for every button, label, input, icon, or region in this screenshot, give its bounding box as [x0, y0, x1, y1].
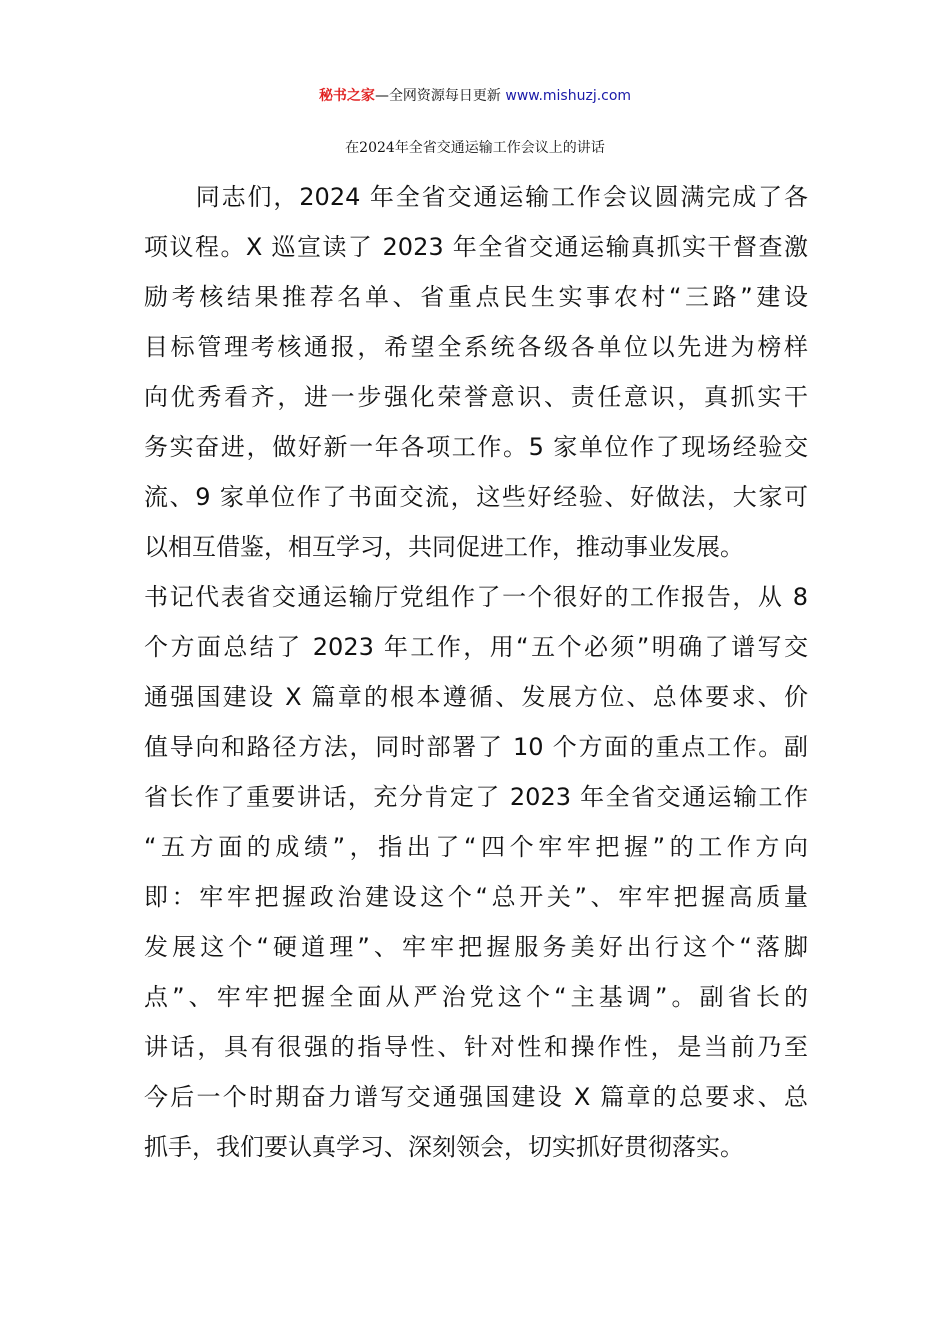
- title-year: 2024: [359, 140, 395, 156]
- body-line: 书记代表省交通运输厅党组作了一个很好的工作报告，从 8: [144, 583, 808, 611]
- site-tagline: —全网资源每日更新: [374, 88, 506, 104]
- body-line: 务实奋进，做好新一年各项工作。5 家单位作了现场经验交: [144, 433, 808, 461]
- body-line: 以相互借鉴，相互学习，共同促进工作，推动事业发展。: [144, 533, 744, 561]
- body-line: 值导向和路径方法，同时部署了 10 个方面的重点工作。副: [144, 733, 808, 761]
- body-line: “五方面的成绩”，指出了“四个牢牢把握”的工作方向: [144, 833, 808, 861]
- site-header: [0, 80, 950, 112]
- brand-name: 秘书之家: [318, 88, 375, 104]
- title-suffix: 年全省交通运输工作会议上的讲话: [394, 140, 605, 156]
- speech-body: [144, 172, 808, 1172]
- body-line: 点”、牢牢把握全面从严治党这个“主基调”。副省长的: [144, 983, 808, 1011]
- site-url-link[interactable]: www.mishuzj.com: [505, 88, 632, 104]
- body-line: 向优秀看齐，进一步强化荣誉意识、责任意识，真抓实干: [144, 383, 808, 411]
- body-line: 抓手，我们要认真学习、深刻领会，切实抓好贯彻落实。: [144, 1133, 744, 1161]
- body-line: 讲话，具有很强的指导性、针对性和操作性，是当前乃至: [144, 1033, 808, 1061]
- body-line: 发展这个“硬道理”、牢牢把握服务美好出行这个“落脚: [144, 933, 808, 961]
- title-prefix: 在: [345, 140, 360, 156]
- body-line: 项议程。X 巡宣读了 2023 年全省交通运输真抓实干督查激: [144, 233, 808, 261]
- body-line: 省长作了重要讲话，充分肯定了 2023 年全省交通运输工作: [144, 783, 808, 811]
- body-line: 个方面总结了 2023 年工作，用“五个必须”明确了谱写交: [144, 633, 808, 661]
- document-title: [0, 126, 950, 170]
- body-line: 通强国建设 X 篇章的根本遵循、发展方位、总体要求、价: [144, 683, 808, 711]
- body-line: 目标管理考核通报，希望全系统各级各单位以先进为榜样: [144, 333, 808, 361]
- body-line: 同志们，2024 年全省交通运输工作会议圆满完成了各: [144, 183, 808, 211]
- body-line: 励考核结果推荐名单、省重点民生实事农村“三路”建设: [144, 283, 808, 311]
- body-line: 流、9 家单位作了书面交流，这些好经验、好做法，大家可: [144, 483, 808, 511]
- body-line: 即：牢牢把握政治建设这个“总开关”、牢牢把握高质量: [144, 883, 808, 911]
- body-line: 今后一个时期奋力谱写交通强国建设 X 篇章的总要求、总: [144, 1083, 808, 1111]
